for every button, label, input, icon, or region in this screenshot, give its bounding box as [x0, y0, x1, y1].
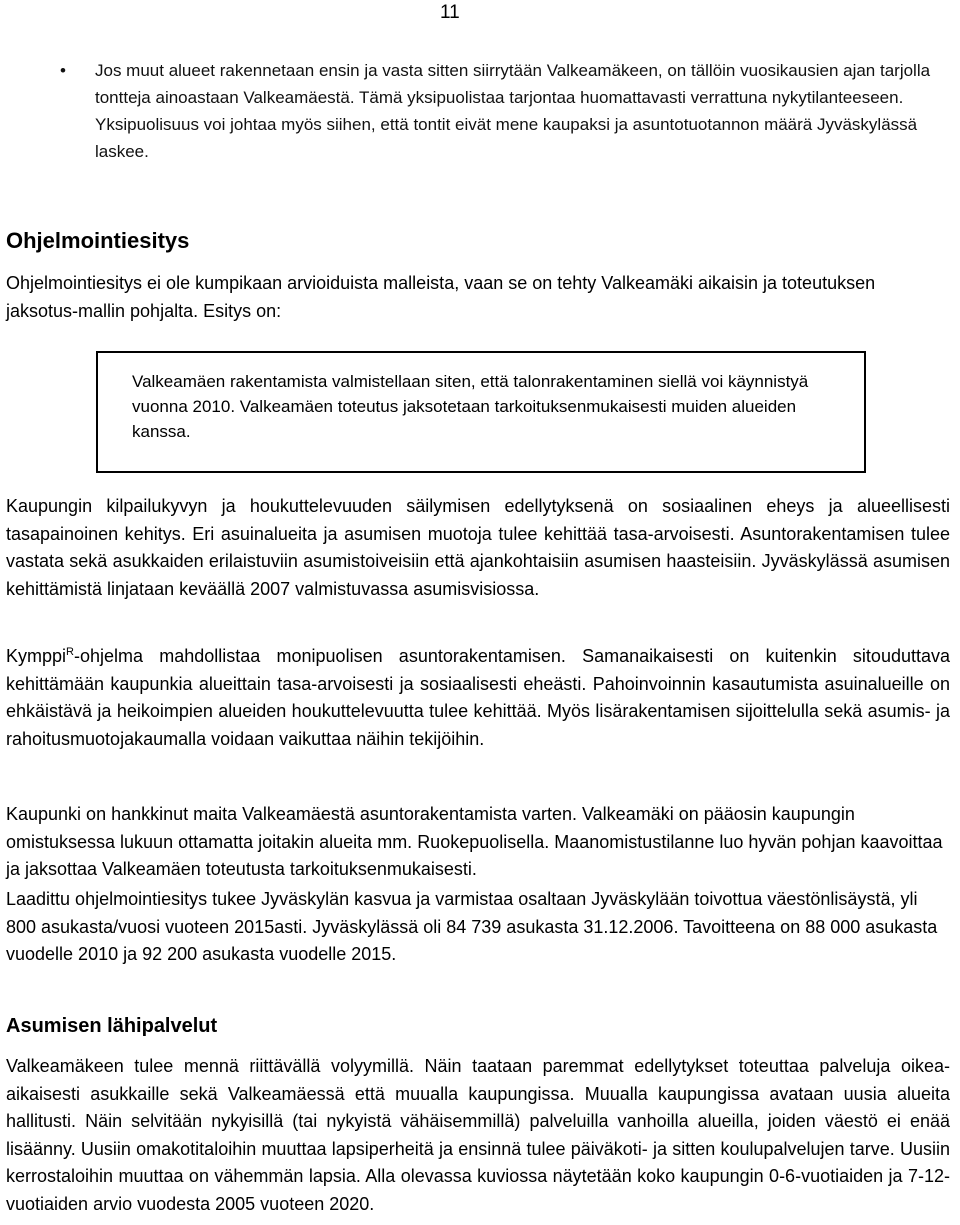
- kymppi-lead: Kymppi: [6, 646, 67, 666]
- paragraph-local-services: Valkeamäkeen tulee mennä riittävällä volyymillä. Näin taataan paremmat edellytykset toteuttaa palveluja oikea-aikaisesti asukkaille sekä Valkeamäessä että muualla kaupungissa. Muualla kaupungissa avataan uusia alueita hallitusti. Näin selvitään nykyisillä (tai nykyistä vähäisemmillä) palveluilla vanhoilla alueilla, joiden väestö ei enää lisäänny. Uusiin omakotitaloihin muuttaa lapsiperheitä ja ensinnä tulee päiväkoti- ja sitten koulupalvelujen tarve. Uusiin kerrostaloihin muuttaa on vähemmän lapsia. Alla olevassa kuviossa näytetään koko kaupungin 0-6-vuotiaiden ja 7-12-vuotiaiden arvio vuodesta 2005 vuoteen 2020.: [6, 1056, 950, 1214]
- paragraph-population: Laadittu ohjelmointiesitys tukee Jyväskylän kasvua ja varmistaa osaltaan Jyväskylään toivottua väestönlisäystä, yli 800 asukasta/vuosi vuoteen 2015asti. Jyväskylässä oli 84 739 asukasta 31.12.2006. Tavoitteena on 88 000 asukasta vuodelle 2010 ja 92 200 asukasta vuodelle 2015.: [6, 889, 938, 964]
- bullet-item: [52, 57, 932, 165]
- proposal-box: [96, 351, 866, 473]
- section-heading-asumisen-lahipalvelut: Asumisen lähipalvelut: [6, 1015, 218, 1037]
- kymppi-rest: -ohjelma mahdollistaa monipuolisen asuntorakentamisen. Samanaikaisesti on kuitenkin sitouduttava kehittämään kaupunkia alueittain tasa-arvoisesti ja sosiaalisesti eheästi. Pahoinvoinnin kasautumista asuinalueille on ehkäistävä ja heikoimpien alueiden houkuttelevuutta tulee kehittää. Myös lisärakentamisen sijoittelulla sekä asumis- ja rahoitusmuotojakaumalla voidaan vaikuttaa näihin tekijöihin.: [6, 646, 950, 749]
- paragraph-competitiveness: Kaupungin kilpailukyvyn ja houkuttelevuuden säilymisen edellytyksenä on sosiaalinen eheys ja alueellisesti tasapainoinen kehitys. Eri asuinalueita ja asumisen muotoja tulee kehittää tasa-arvoisesti. Asuntorakentamisen tulee vastata sekä asukkaiden erilaistuviin asumistoiveisiin että ajankohtaisiin asumisen haasteisiin. Jyväskylässä asumisen kehittämistä linjataan keväällä 2007 valmistuvassa asumisvisiossa.: [6, 496, 950, 599]
- paragraph-land-ownership: Kaupunki on hankkinut maita Valkeamäestä asuntorakentamista varten. Valkeamäki on pääosin kaupungin omistuksessa lukuun ottamatta joitakin alueita mm. Ruokepuolisella. Maanomistustilanne luo hyvän pohjan kaavoittaa ja jaksottaa Valkeamäen toteutusta tarkoituksenmukaisesti.: [6, 804, 943, 879]
- proposal-text: Valkeamäen rakentamista valmistellaan siten, että talonrakentaminen siellä voi käynnistyä vuonna 2010. Valkeamäen toteutus jaksotetaan tarkoituksenmukaisesti muiden alueiden kanssa.: [132, 372, 809, 441]
- kymppi-superscript: R: [66, 646, 74, 658]
- paragraph-kymppi: [6, 643, 950, 753]
- page-number: 11: [440, 2, 460, 23]
- bullet-text: Jos muut alueet rakennetaan ensin ja vasta sitten siirrytään Valkeamäkeen, on tällöin vuosikausien ajan tarjolla tontteja ainoastaan Valkeamäestä. Tämä yksipuolistaa tarjontaa huomattavasti verrattuna nykytilanteeseen. Yksipuolisuus voi johtaa myös siihen, että tontit eivät mene kaupaksi ja asuntotuotannon määrä Jyväskylässä laskee.: [95, 61, 931, 161]
- section-intro: Ohjelmointiesitys ei ole kumpikaan arvioiduista malleista, vaan se on tehty Valkeamäki aikaisin ja toteutuksen jaksotus-mallin pohjalta. Esitys on:: [6, 273, 876, 321]
- section-heading-ohjelmointiesitys: Ohjelmointiesitys: [6, 228, 190, 253]
- bullet-icon: •: [60, 61, 66, 80]
